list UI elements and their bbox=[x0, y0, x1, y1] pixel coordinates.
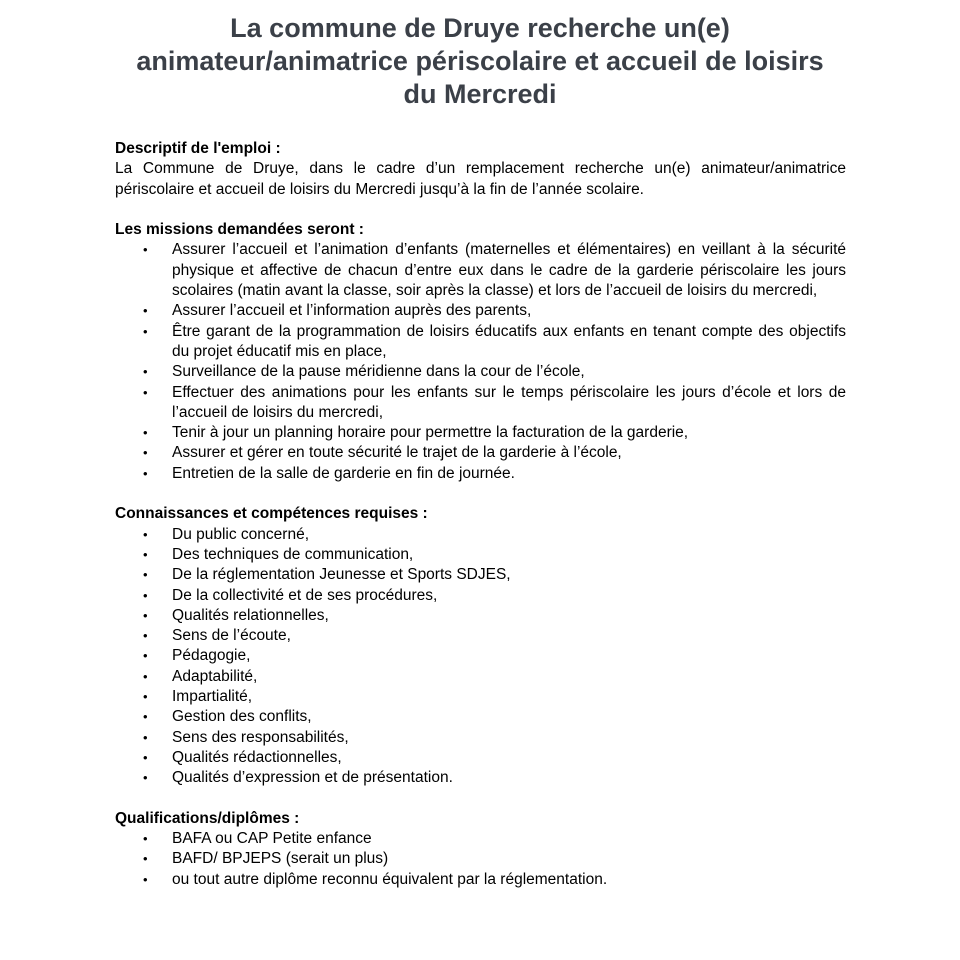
list-item bbox=[115, 301, 846, 321]
list-item-text: Qualités relationnelles, bbox=[172, 606, 329, 624]
bullet-icon: • bbox=[143, 871, 148, 887]
section-spacer bbox=[115, 789, 846, 809]
list-item bbox=[115, 748, 846, 768]
list-item bbox=[115, 545, 846, 565]
list-item-text: Être garant de la programmation de loisirs éducatifs aux enfants en tenant compte des objectifs du projet éducatif mis en place, bbox=[172, 322, 846, 360]
missions-list bbox=[115, 240, 846, 484]
list-item bbox=[115, 870, 846, 890]
bullet-icon: • bbox=[143, 689, 148, 705]
bullet-icon: • bbox=[143, 770, 148, 786]
bullet-icon: • bbox=[143, 587, 148, 603]
list-item bbox=[115, 728, 846, 748]
bullet-icon: • bbox=[143, 851, 148, 867]
list-item bbox=[115, 565, 846, 585]
list-item-text: BAFD/ BPJEPS (serait un plus) bbox=[172, 850, 389, 868]
list-item bbox=[115, 667, 846, 687]
section-spacer bbox=[115, 200, 846, 220]
descriptif-text: La Commune de Druye, dans le cadre d’un remplacement recherche un(e) animateur/animatrice périscolaire et accueil de loisirs du Mercredi jusqu’à la fin de l’année scolaire. bbox=[115, 160, 846, 198]
bullet-icon: • bbox=[143, 628, 148, 644]
list-item-text: Pédagogie, bbox=[172, 647, 251, 665]
list-item bbox=[115, 362, 846, 382]
bullet-icon: • bbox=[143, 567, 148, 583]
section-spacer bbox=[115, 484, 846, 504]
bullet-icon: • bbox=[143, 546, 148, 562]
list-item bbox=[115, 423, 846, 443]
missions-heading: Les missions demandées seront : bbox=[115, 221, 364, 239]
bullet-icon: • bbox=[143, 729, 148, 745]
list-item bbox=[115, 626, 846, 646]
list-item bbox=[115, 443, 846, 463]
list-item-text: Entretien de la salle de garderie en fin de journée. bbox=[172, 464, 515, 482]
competences-list bbox=[115, 525, 846, 789]
bullet-icon: • bbox=[143, 384, 148, 400]
list-item-text: Sens des responsabilités, bbox=[172, 728, 349, 746]
bullet-icon: • bbox=[143, 323, 148, 339]
list-item-text: Effectuer des animations pour les enfants sur le temps périscolaire les jours d’école et lors de l’accueil de loisirs du mercredi, bbox=[172, 383, 846, 421]
bullet-icon: • bbox=[143, 607, 148, 623]
list-item-text: Du public concerné, bbox=[172, 525, 309, 543]
qualifications-list bbox=[115, 829, 846, 890]
list-item-text: ou tout autre diplôme reconnu équivalent par la réglementation. bbox=[172, 870, 608, 888]
bullet-icon: • bbox=[143, 242, 148, 258]
list-item bbox=[115, 768, 846, 788]
list-item-text: Sens de l’écoute, bbox=[172, 627, 291, 645]
list-item-text: De la collectivité et de ses procédures, bbox=[172, 586, 438, 604]
list-item-text: BAFA ou CAP Petite enfance bbox=[172, 830, 372, 848]
list-item bbox=[115, 687, 846, 707]
list-item bbox=[115, 322, 846, 363]
bullet-icon: • bbox=[143, 364, 148, 380]
competences-heading: Connaissances et compétences requises : bbox=[115, 505, 428, 523]
bullet-icon: • bbox=[143, 425, 148, 441]
list-item bbox=[115, 646, 846, 666]
page-title: La commune de Druye recherche un(e) animateur/animatrice périscolaire et accueil de loisirs du Mercredi bbox=[136, 13, 824, 109]
list-item-text: Gestion des conflits, bbox=[172, 708, 312, 726]
bullet-icon: • bbox=[143, 668, 148, 684]
descriptif-heading: Descriptif de l'emploi : bbox=[115, 140, 281, 157]
list-item bbox=[115, 606, 846, 626]
list-item-text: Assurer et gérer en toute sécurité le trajet de la garderie à l’école, bbox=[172, 444, 622, 462]
list-item bbox=[115, 383, 846, 424]
list-item bbox=[115, 586, 846, 606]
list-item-text: Assurer l’accueil et l’information auprès des parents, bbox=[172, 302, 532, 320]
bullet-icon: • bbox=[143, 709, 148, 725]
list-item bbox=[115, 707, 846, 727]
list-item-text: Des techniques de communication, bbox=[172, 545, 414, 563]
list-item-text: Assurer l’accueil et l’animation d’enfants (maternelles et élémentaires) en veillant à la sécurité physique et affective de chacun d’entre eux dans le cadre de la garderie périscolaire les jours scolaires (matin avant la classe, soir après la classe) et lors de l’accueil de loisirs du mercredi, bbox=[172, 241, 846, 300]
bullet-icon: • bbox=[143, 445, 148, 461]
qualifications-heading: Qualifications/diplômes : bbox=[115, 809, 300, 827]
list-item-text: Surveillance de la pause méridienne dans la cour de l’école, bbox=[172, 363, 585, 381]
list-item-text: De la réglementation Jeunesse et Sports SDJES, bbox=[172, 566, 511, 584]
list-item bbox=[115, 525, 846, 545]
bullet-icon: • bbox=[143, 648, 148, 664]
bullet-icon: • bbox=[143, 303, 148, 319]
bullet-icon: • bbox=[143, 465, 148, 481]
bullet-icon: • bbox=[143, 749, 148, 765]
list-item bbox=[115, 849, 846, 869]
bullet-icon: • bbox=[143, 526, 148, 542]
list-item-text: Impartialité, bbox=[172, 688, 253, 706]
job-description bbox=[115, 139, 846, 890]
list-item-text: Qualités rédactionnelles, bbox=[172, 748, 342, 766]
list-item bbox=[115, 464, 846, 484]
list-item bbox=[115, 240, 846, 301]
list-item-text: Adaptabilité, bbox=[172, 667, 258, 685]
list-item-text: Tenir à jour un planning horaire pour permettre la facturation de la garderie, bbox=[172, 424, 689, 442]
list-item-text: Qualités d’expression et de présentation. bbox=[172, 769, 453, 787]
bullet-icon: • bbox=[143, 831, 148, 847]
list-item bbox=[115, 829, 846, 849]
